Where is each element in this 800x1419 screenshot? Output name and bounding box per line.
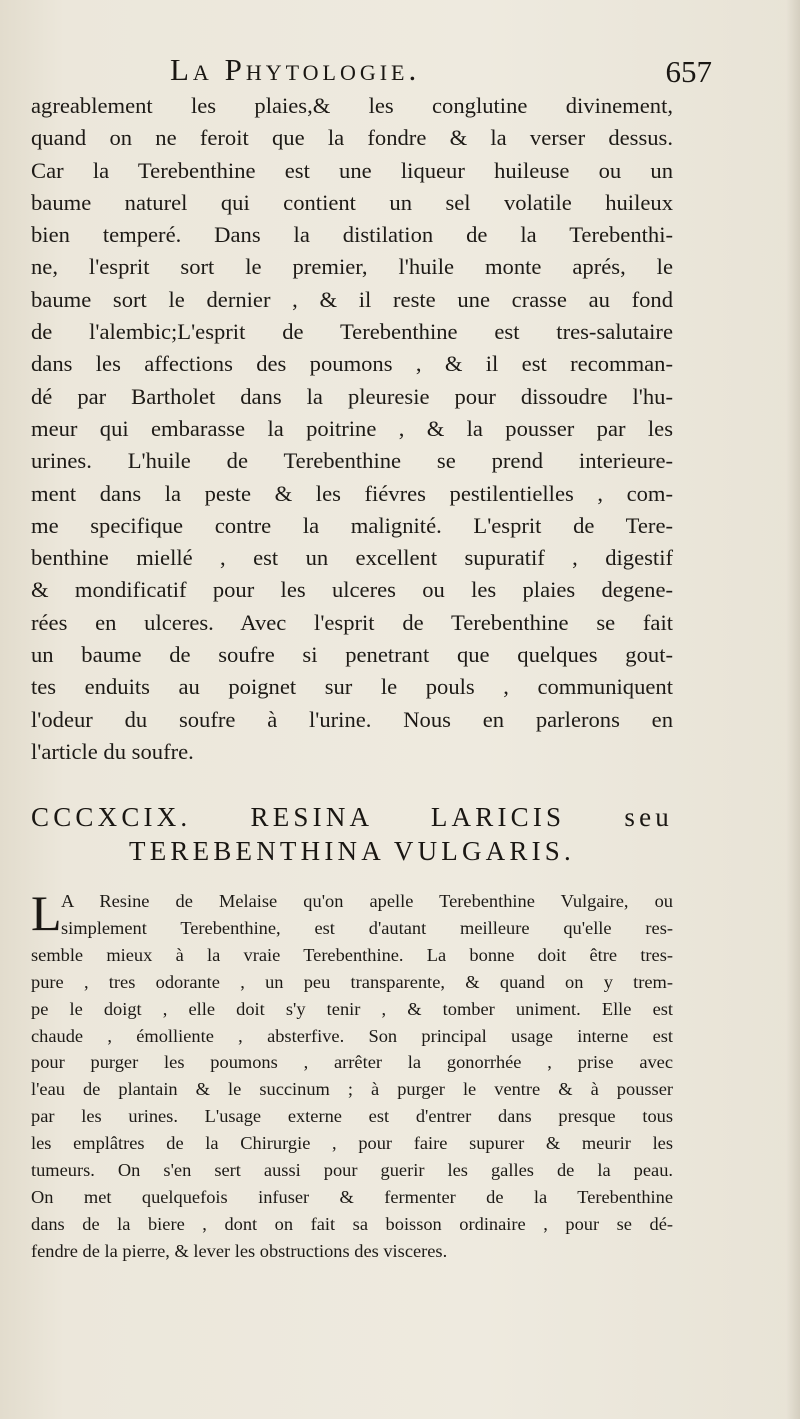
entry-line: fendre de la pierre, & lever les obstructions des visceres. xyxy=(31,1240,448,1261)
text-line: ne, l'esprit sort le premier, l'huile monte aprés, le xyxy=(31,254,673,280)
text-line: baume sort le dernier , & il reste une crasse au fond xyxy=(31,286,673,312)
text-line: benthine miellé , est un excellent supuratif , digestif xyxy=(31,545,673,571)
entry-line: semble mieux à la vraie Terebenthine. La bonne doit être tres- xyxy=(31,944,673,965)
page-header xyxy=(60,52,712,92)
entry-line: A Resine de Melaise qu'on apelle Terebenthine Vulgaire, ou xyxy=(61,891,673,911)
section-heading xyxy=(31,800,673,868)
text-line: tes enduits au poignet sur le pouls , communiquent xyxy=(31,674,673,700)
page-edge-shadow xyxy=(786,0,800,1419)
entry-line: dans de la biere , dont on fait sa boisson ordinaire , pour se dé- xyxy=(31,1213,673,1234)
text-line: l'odeur du soufre à l'urine. Nous en parlerons en xyxy=(31,706,673,732)
text-line: & mondificatif pour les ulceres ou les plaies degene- xyxy=(31,577,673,603)
entry-line: les emplâtres de la Chirurgie , pour faire supurer & meurir les xyxy=(31,1133,673,1154)
running-title: La Phytologie. xyxy=(170,52,421,87)
entry-line: tumeurs. On s'en sert aussi pour guerir les galles de la peau. xyxy=(31,1160,673,1181)
entry-line: chaude , émolliente , absterfive. Son principal usage interne est xyxy=(31,1025,673,1046)
text-line: rées en ulceres. Avec l'esprit de Terebenthine se fait xyxy=(31,609,673,635)
section-heading-line: CCCXCIX. RESINA LARICIS seu xyxy=(31,802,673,832)
text-line: baume naturel qui contient un sel volatile huileux xyxy=(31,189,673,215)
text-line: meur qui embarasse la poitrine , & la pousser par les xyxy=(31,415,673,441)
drop-cap: L xyxy=(31,885,62,941)
text-line: l'article du soufre. xyxy=(31,738,194,764)
text-line: de l'alembic;L'esprit de Terebenthine est tres-salutaire xyxy=(31,319,673,345)
text-line: un baume de soufre si penetrant que quelques gout- xyxy=(31,642,673,668)
entry-line: On met quelquefois infuser & fermenter de la Terebenthine xyxy=(31,1186,673,1207)
text-line: dé par Bartholet dans la pleuresie pour dissoudre l'hu- xyxy=(31,383,673,409)
text-line: quand on ne feroit que la fondre & la verser dessus. xyxy=(31,125,673,151)
entry-line: par les urines. L'usage externe est d'entrer dans presque tous xyxy=(31,1106,673,1127)
body-paragraph xyxy=(31,90,673,768)
entry-line: pour purger les poumons , arrêter la gonorrhée , prise avec xyxy=(31,1052,673,1073)
text-line: bien temperé. Dans la distilation de la Terebenthi- xyxy=(31,222,673,248)
text-line: me specifique contre la malignité. L'esprit de Tere- xyxy=(31,512,673,538)
entry-line: simplement Terebenthine, est d'autant meilleure qu'elle res- xyxy=(61,917,673,938)
text-line: ment dans la peste & les fiévres pestilentielles , com- xyxy=(31,480,673,506)
text-line: dans les affections des poumons , & il est recomman- xyxy=(31,351,673,377)
entry-paragraph xyxy=(31,885,673,1265)
entry-line: pe le doigt , elle doit s'y tenir , & tomber uniment. Elle est xyxy=(31,998,673,1019)
page-number: 657 xyxy=(665,54,712,89)
entry-line: l'eau de plantain & le succinum ; à purger le ventre & à pousser xyxy=(31,1079,673,1100)
entry-line: pure , tres odorante , un peu transparente, & quand on y trem- xyxy=(31,971,673,992)
text-line: agreablement les plaies,& les conglutine divinement, xyxy=(31,93,673,118)
text-line: urines. L'huile de Terebenthine se prend interieure- xyxy=(31,448,673,474)
text-line: Car la Terebenthine est une liqueur huileuse ou un xyxy=(31,157,673,183)
section-heading-line: TEREBENTHINA VULGARIS. xyxy=(129,836,575,866)
